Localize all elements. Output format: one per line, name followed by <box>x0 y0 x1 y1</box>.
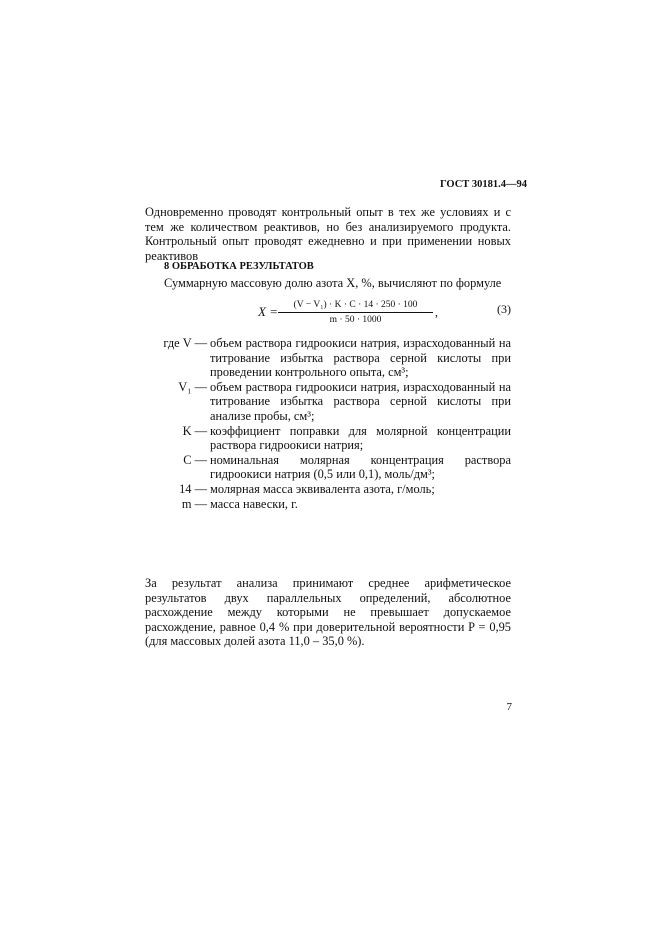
definition-text: объем раствора гидроокиси натрия, израсходованный на титрование избытка раствора серной кислоты при проведении контрольного опыта, см³; <box>210 336 511 380</box>
formula-numerator: (V − V₁) · K · C · 14 · 250 · 100 <box>293 300 418 310</box>
definition-item <box>145 424 511 453</box>
nitrogen-formula <box>258 299 511 325</box>
formula-comma: , <box>435 305 438 319</box>
definition-text: молярная масса эквивалента азота, г/моль; <box>210 481 435 496</box>
result-paragraph: За результат анализа принимают среднее арифметическое результатов двух параллельных определений, абсолютное расхождение между которыми не превышает допускаемое расхождение, равное 0,4 % при доверительной вероятности P = 0,95 (для массовых долей азота 11,0 – 35,0 %). <box>145 576 511 649</box>
definition-item <box>145 380 511 424</box>
definition-item <box>145 453 511 482</box>
definition-item <box>145 497 511 512</box>
definition-item <box>145 482 511 497</box>
definition-symbol: m — <box>181 496 207 511</box>
definition-symbol: V₁ — <box>178 379 207 394</box>
definition-text: масса навески, г. <box>210 496 298 511</box>
formula-intro-paragraph: Суммарную массовую долю азота X, %, вычисляют по формуле <box>164 276 502 290</box>
definition-text: номинальная молярная концентрация раствора гидроокиси натрия (0,5 или 0,1), моль/дм³; <box>210 452 511 482</box>
control-experiment-paragraph: Одновременно проводят контрольный опыт в тех же условиях и с тем же количеством реактивов, но без анализируемого продукта. Контрольный опыт проводят ежедневно и при применении новых реактивов <box>145 205 511 263</box>
document-code: ГОСТ 30181.4—94 <box>440 179 528 190</box>
definition-text: коэффициент поправки для молярной концентрации раствора гидроокиси натрия; <box>210 423 511 453</box>
definition-symbol: где V — <box>163 336 207 350</box>
section-heading: 8 ОБРАБОТКА РЕЗУЛЬТАТОВ <box>164 261 314 272</box>
definition-item <box>145 336 511 380</box>
definition-symbol: 14 — <box>179 481 207 496</box>
page-number: 7 <box>506 701 512 713</box>
variable-definitions <box>145 336 511 511</box>
equation-number: (3) <box>497 302 511 316</box>
formula-lhs: X = <box>258 304 278 319</box>
definition-symbol: C — <box>183 452 207 467</box>
formula-denominator: m · 50 · 1000 <box>329 315 382 325</box>
definition-text: объем раствора гидроокиси натрия, израсходованный на титрование избытка раствора серной кислоты при анализе пробы, см³; <box>210 379 511 423</box>
definition-symbol: K — <box>182 423 207 438</box>
